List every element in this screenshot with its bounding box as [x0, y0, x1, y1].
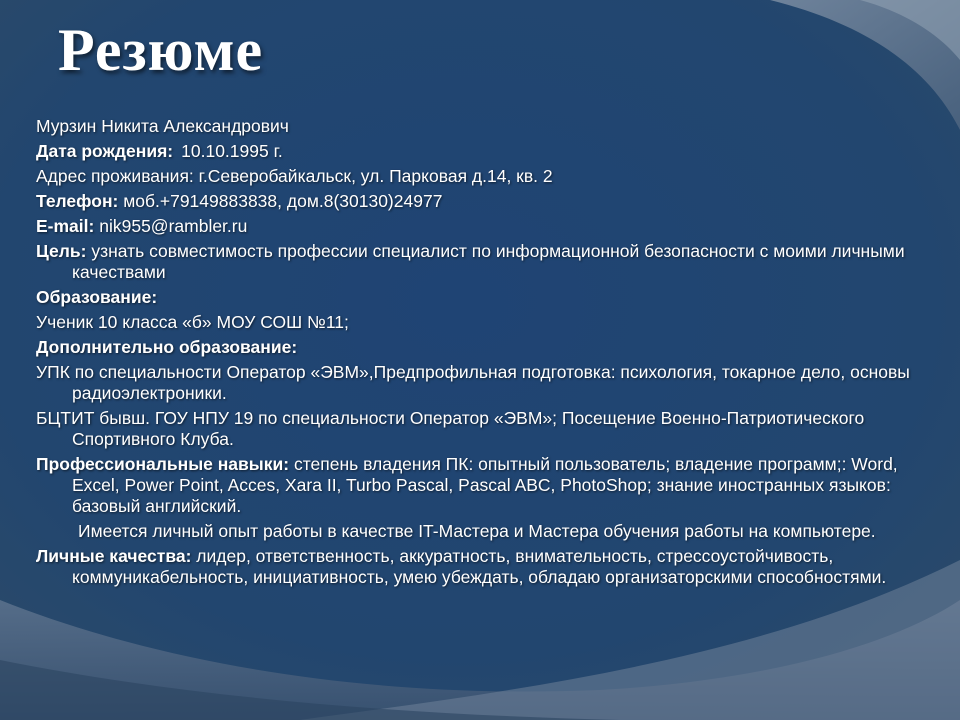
personal-qualities-line	[36, 546, 928, 588]
goal-value: узнать совместимость профессии специалист по информационной безопасности с моими личными качествами	[72, 241, 905, 282]
skills-label: Профессиональные навыки:	[36, 454, 290, 474]
education-label: Образование:	[36, 287, 158, 307]
extra-education-item: УПК по специальности Оператор «ЭВМ»,Предпрофильная подготовка: психология, токарное дело, основы радиоэлектроники.	[36, 362, 910, 403]
email-label: E-mail:	[36, 216, 95, 236]
resume-content	[36, 116, 928, 592]
extra-education-label: Дополнительно образование:	[36, 337, 298, 357]
goal-line	[36, 241, 928, 283]
page-title: Резюме	[58, 17, 264, 83]
email-value: nik955@rambler.ru	[99, 216, 248, 236]
skills-value: степень владения ПК: опытный пользователь; владение программ;: Word, Excel, Power Point, Acces, Xara II, Turbo Pascal, Pascal ABC, PhotoShop; знание иностранных языков: базовый английский.	[72, 454, 898, 516]
email-line	[36, 216, 928, 237]
skills-line	[36, 454, 928, 517]
birth-date-value: 10.10.1995 г.	[181, 141, 283, 161]
goal-label: Цель:	[36, 241, 87, 261]
birth-date-label: Дата рождения:	[36, 141, 174, 161]
address-line: Адрес проживания: г.Северобайкальск, ул. Парковая д.14, кв. 2	[36, 166, 553, 186]
phone-value: моб.+79149883838, дом.8(30130)24977	[123, 191, 443, 211]
extra-education-item: БЦТИТ бывш. ГОУ НПУ 19 по специальности Оператор «ЭВМ»; Посещение Военно-Патриотического Спортивного Клуба.	[36, 408, 865, 449]
personal-qualities-value: лидер, ответственность, аккуратность, внимательность, стрессоустойчивость, коммуникабельность, инициативность, умею убеждать, обладаю организаторскими способностями.	[72, 546, 887, 587]
full-name: Мурзин Никита Александрович	[36, 116, 289, 136]
birth-date-line	[36, 141, 928, 162]
phone-label: Телефон:	[36, 191, 119, 211]
education-value: Ученик 10 класса «б» МОУ СОШ №11;	[36, 312, 349, 332]
personal-qualities-label: Личные качества:	[36, 546, 192, 566]
experience-line: Имеется личный опыт работы в качестве IT-Мастера и Мастера обучения работы на компьютере.	[78, 521, 876, 541]
phone-line	[36, 191, 928, 212]
